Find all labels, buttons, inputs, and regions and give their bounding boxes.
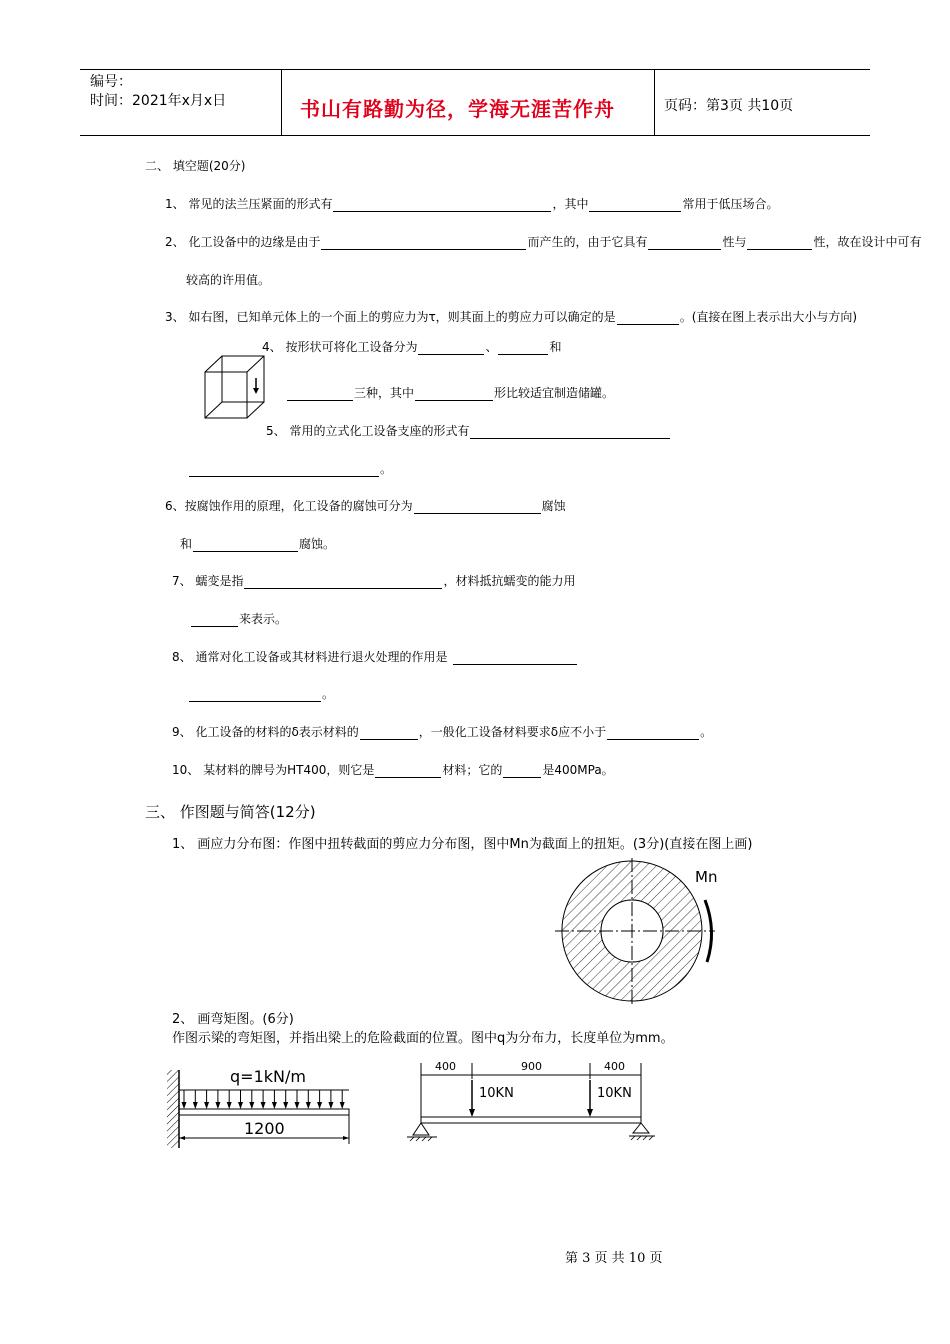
question-9 [172, 723, 712, 740]
q8-blank-1[interactable] [453, 651, 577, 665]
dim-label-3: 400 [604, 1060, 625, 1073]
q7-text-b: ，材料抵抗蠕变的能力用 [443, 574, 576, 588]
q2-text-a: 2、 化工设备中的边缘是由于 [165, 235, 321, 249]
q4-text-e: 形比较适宜制造储罐。 [494, 386, 615, 400]
q10-text-a: 10、 某材料的牌号为HT400，则它是 [172, 763, 375, 777]
q9-blank-2[interactable] [607, 726, 699, 740]
q4-text-b: 、 [485, 340, 498, 354]
load-arrow-head [227, 1102, 232, 1109]
load-arrow-head [272, 1102, 277, 1109]
load-arrow-head [328, 1102, 333, 1109]
header-top-border [80, 69, 870, 70]
question-5-cont [188, 460, 392, 477]
header-number-label: 编号： [90, 74, 132, 90]
q1-text-a: 1、 常见的法兰压紧面的形式有 [165, 197, 333, 211]
load-arrow-head [215, 1102, 220, 1109]
q1-text-b: ，其中 [552, 197, 589, 211]
question-7-cont [190, 610, 287, 627]
q4-text-c: 和 [549, 340, 562, 354]
q2-blank-3[interactable] [747, 236, 812, 250]
cube-edge-br [247, 402, 264, 418]
header-divider-right [654, 69, 655, 136]
question-1 [165, 195, 778, 212]
load-arrow-head [238, 1102, 243, 1109]
question-4-cont [286, 384, 614, 401]
load-label: q=1kN/m [230, 1067, 306, 1086]
s3-question-2-title: 2、 画弯矩图。(6分) [172, 1012, 294, 1027]
shaft-cross-section-figure [555, 858, 735, 1008]
question-7 [172, 572, 575, 589]
header-motto: 书山有路勤为径，学海无涯苦作舟 [300, 97, 615, 121]
q8-text-a: 8、 通常对化工设备或其材料进行退火处理的作用是 [172, 650, 448, 664]
length-label: 1200 [244, 1119, 285, 1138]
s3-question-1: 1、 画应力分布图：作图中扭转截面的剪应力分布图，图中Mn为截面上的扭矩。(3分)(直接在图上画) [172, 837, 753, 852]
question-2 [165, 233, 922, 250]
q6-text-b: 腐蚀 [541, 499, 566, 513]
load-arrow-head [317, 1102, 322, 1109]
question-8 [172, 648, 578, 665]
cube-back-face [222, 356, 264, 402]
q1-text-c: 常用于低压场合。 [682, 197, 779, 211]
q1-blank-2[interactable] [589, 198, 681, 212]
dim-label-1: 400 [435, 1060, 456, 1073]
q10-blank-2[interactable] [503, 764, 541, 778]
q6-blank-2[interactable] [193, 538, 298, 552]
q9-text-a: 9、 化工设备的材料的δ表示材料的 [172, 725, 359, 739]
q10-text-c: 是400MPa。 [542, 763, 614, 777]
q7-blank-2[interactable] [191, 613, 238, 627]
simply-supported-beam-figure [405, 1055, 665, 1150]
q3-blank-1[interactable] [617, 311, 679, 325]
force-2-label: 10KN [597, 1086, 632, 1101]
question-2-cont: 较高的许用值。 [186, 273, 271, 287]
q8-text-b: 。 [322, 687, 335, 701]
cube-edge-tl [205, 356, 222, 372]
s3-question-2-desc: 作图示梁的弯矩图，并指出梁上的危险截面的位置。图中q为分布力，长度单位为mm。 [172, 1031, 674, 1046]
q6-text-c: 和 [180, 537, 193, 551]
cube-edge-bl [205, 402, 222, 418]
q2-text-b: 而产生的，由于它具有 [527, 235, 648, 249]
ground-hatching [410, 1136, 653, 1141]
q6-text-d: 腐蚀。 [299, 537, 336, 551]
load-arrow-head [295, 1102, 300, 1109]
q6-blank-1[interactable] [414, 500, 541, 514]
question-5 [266, 422, 671, 439]
q4-blank-4[interactable] [415, 387, 493, 401]
q2-text-d: 性，故在设计中可有 [813, 235, 922, 249]
load-arrow-head [204, 1102, 209, 1109]
q5-blank-1[interactable] [470, 425, 670, 439]
cube-front-face [205, 372, 247, 418]
q4-text-a: 4、 按形状可将化工设备分为 [262, 340, 418, 354]
supported-beam [421, 1117, 641, 1123]
header-bottom-border [80, 135, 870, 136]
q10-blank-1[interactable] [375, 764, 441, 778]
load-arrow-head [182, 1102, 187, 1109]
q1-blank-1[interactable] [333, 198, 551, 212]
load-arrow-head [249, 1102, 254, 1109]
cube-edge-tr [247, 356, 264, 372]
dimension-arrow-left [179, 1136, 185, 1140]
q2-blank-2[interactable] [648, 236, 721, 250]
q5-text-a: 5、 常用的立式化工设备支座的形式有 [266, 424, 470, 438]
pin-support [413, 1123, 429, 1135]
mn-label: Mn [695, 868, 718, 886]
q10-text-b: 材料；它的 [442, 763, 503, 777]
q4-blank-1[interactable] [418, 341, 484, 355]
q8-blank-2[interactable] [189, 688, 321, 702]
cantilever-beam-figure [162, 1058, 362, 1150]
q9-blank-1[interactable] [360, 726, 418, 740]
q7-text-a: 7、 蠕变是指 [172, 574, 244, 588]
force-1-arrowhead [469, 1109, 475, 1117]
shear-arrow-head [253, 388, 259, 394]
q4-blank-3[interactable] [287, 387, 353, 401]
fixed-wall [167, 1070, 179, 1148]
header-date: 时间：2021年x月x日 [90, 93, 227, 109]
question-6 [165, 497, 566, 514]
header-page-info: 页码：第3页 共10页 [664, 98, 794, 114]
q4-text-d: 三种，其中 [354, 386, 415, 400]
q5-blank-2[interactable] [189, 463, 379, 477]
question-8-cont [188, 685, 334, 702]
footer-page-number: 第 3 页 共 10 页 [565, 1251, 663, 1266]
q3-text-b: 。(直接在图上表示出大小与方向) [679, 310, 858, 324]
q7-blank-1[interactable] [244, 575, 442, 589]
q9-text-b: ，一般化工设备材料要求δ应不小于 [418, 725, 607, 739]
q7-text-c: 来表示。 [239, 612, 288, 626]
question-4 [262, 338, 561, 355]
dim-label-2: 900 [521, 1060, 542, 1073]
unit-element-cube-figure [200, 352, 275, 422]
load-arrow-head [283, 1102, 288, 1109]
header-divider-left [281, 69, 282, 136]
question-3 [165, 308, 857, 325]
q9-text-c: 。 [700, 725, 713, 739]
load-arrow-head [193, 1102, 198, 1109]
force-2-arrowhead [587, 1109, 593, 1117]
dimension-arrow-right [343, 1136, 349, 1140]
section2-title: 二、 填空题(20分) [145, 159, 246, 173]
roller-support [633, 1123, 649, 1133]
q3-text-a: 3、 如右图，已知单元体上的一个面上的剪应力为τ，则其面上的剪应力可以确定的是 [165, 310, 616, 324]
q6-text-a: 6、按腐蚀作用的原理，化工设备的腐蚀可分为 [165, 499, 413, 513]
q2-text-c: 性与 [722, 235, 747, 249]
load-arrow-head [340, 1102, 345, 1109]
force-1-label: 10KN [479, 1086, 514, 1101]
question-6-cont [180, 535, 335, 552]
cantilever-beam [179, 1109, 349, 1115]
load-arrow-head [261, 1102, 266, 1109]
q2-blank-1[interactable] [321, 236, 526, 250]
question-10 [172, 761, 614, 778]
section3-title: 三、 作图题与简答(12分) [145, 803, 316, 821]
q4-blank-2[interactable] [498, 341, 548, 355]
distributed-load-arrows [182, 1090, 345, 1109]
load-arrow-head [306, 1102, 311, 1109]
q5-text-b: 。 [380, 462, 393, 476]
